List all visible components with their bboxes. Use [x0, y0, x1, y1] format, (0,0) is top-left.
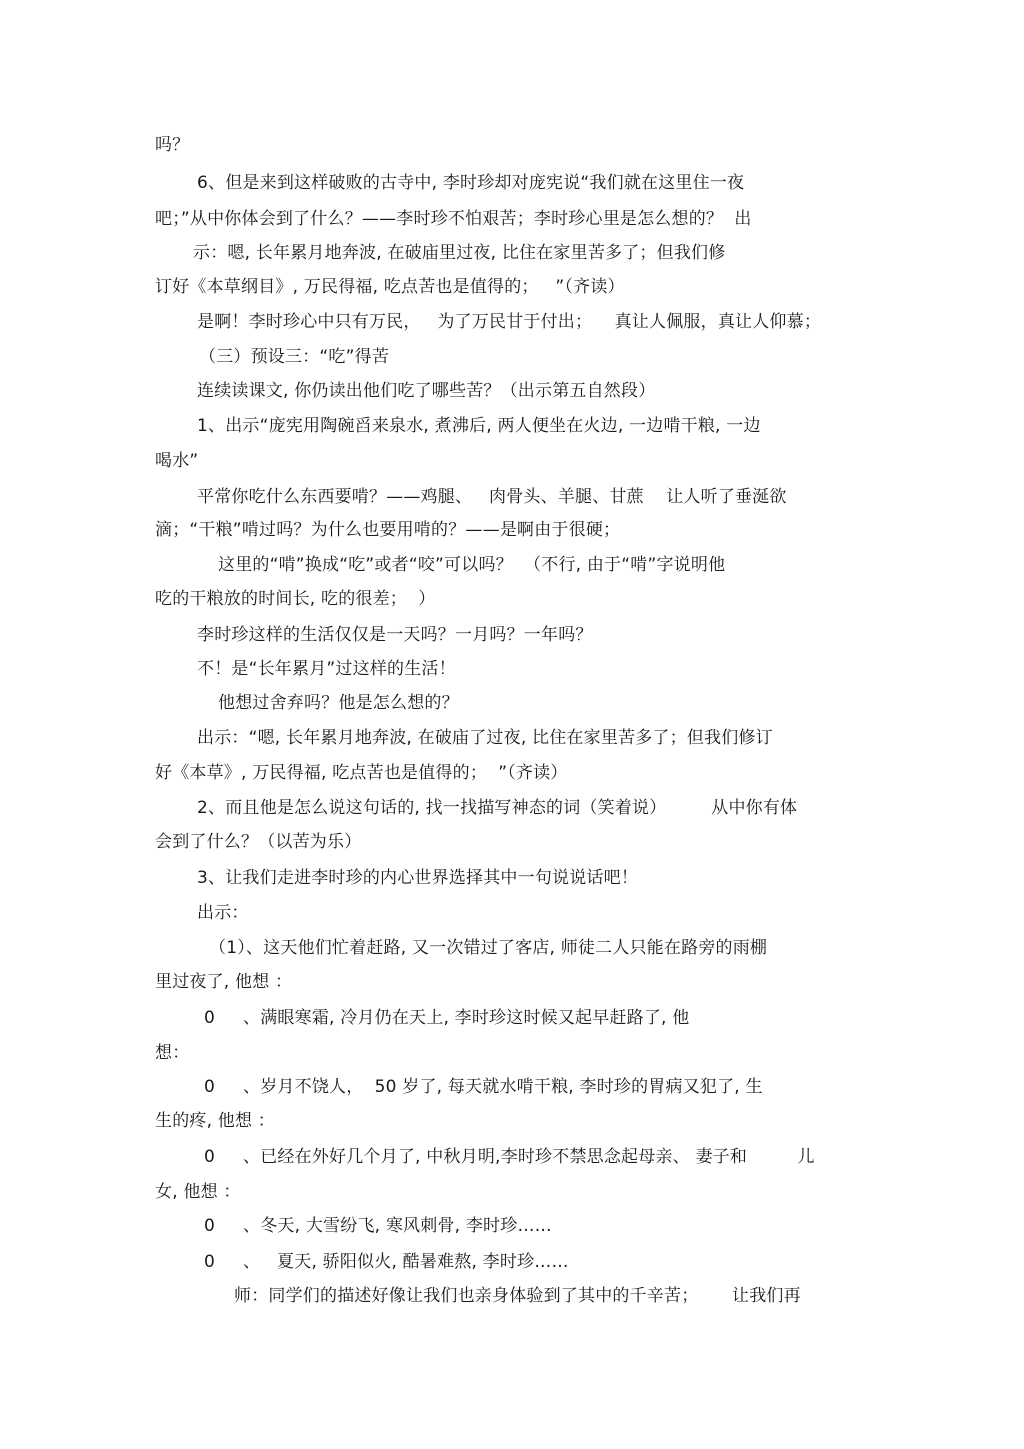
- text-line: 生的疼, 他想 ：: [155, 1111, 276, 1131]
- text-line: 里过夜了, 他想 ：: [155, 972, 293, 992]
- text-line: 师：同学们的描述好像让我们也亲身体验到了其中的千辛苦； 让我们再: [234, 1286, 801, 1306]
- text-line: 0 、冬天, 大雪纷飞, 寒风刺骨, 李时珍……: [204, 1216, 552, 1236]
- text-line: 会到了什么？（以苦为乐）: [155, 832, 362, 852]
- text-line: 女, 他想 ：: [155, 1182, 241, 1202]
- text-line: 2、而且他是怎么说这句话的, 找一找描写神态的词（笑着说） 从中你有体: [197, 798, 798, 818]
- text-line: 0 、岁月不饶人， 50 岁了, 每天就水啃干粮, 李时珍的胃病又犯了, 生: [204, 1077, 763, 1097]
- text-line: 订好《本草纲目》, 万民得福, 吃点苦也是值得的； ”（齐读）: [155, 277, 625, 297]
- text-line: 喝水”: [155, 451, 199, 471]
- text-line: （1）、这天他们忙着赶路, 又一次错过了客店, 师徒二人只能在路旁的雨棚: [209, 938, 768, 958]
- text-line: 1、出示“庞宪用陶碗舀来泉水, 煮沸后, 两人便坐在火边, 一边啃干粮, 一边: [197, 416, 761, 436]
- text-line: 0 、已经在外好几个月了, 中秋月明,李时珍不禁思念起母亲、 妻子和 儿: [204, 1147, 815, 1167]
- text-line: 好《本草》, 万民得福, 吃点苦也是值得的； ”（齐读）: [155, 763, 568, 783]
- text-line: 示：嗯, 长年累月地奔波, 在破庙里过夜, 比住在家里苦多了；但我们修: [193, 243, 726, 263]
- text-line: （三）预设三：“吃”得苦: [199, 347, 390, 367]
- text-line: 0 、 夏天, 骄阳似火, 酷暑难熬, 李时珍……: [204, 1252, 569, 1272]
- text-line: 吗？: [155, 135, 190, 155]
- text-line: 出示：: [197, 903, 249, 923]
- text-line: 不！是“长年累月”过这样的生活！: [197, 659, 456, 679]
- text-line: 吧；”从中你体会到了什么？——李时珍不怕艰苦；李时珍心里是怎么想的？ 出: [155, 209, 752, 229]
- text-line: 0 、满眼寒霜, 冷月仍在天上, 李时珍这时候又起早赶路了, 他: [204, 1008, 690, 1028]
- text-line: 他想过舍弃吗？他是怎么想的？: [218, 693, 459, 713]
- text-line: 是啊！李时珍心中只有万民， 为了万民甘于付出； 真让人佩服，真让人仰慕；: [197, 312, 822, 332]
- text-line: 连续读课文, 你仍读出他们吃了哪些苦？（出示第五自然段）: [197, 381, 656, 401]
- text-line: 这里的“啃”换成“吃”或者“咬”可以吗？ （不行, 由于“啃”字说明他: [218, 555, 726, 575]
- text-line: 李时珍这样的生活仅仅是一天吗？一月吗？一年吗？: [197, 625, 593, 645]
- text-line: 6、但是来到这样破败的古寺中, 李时珍却对庞宪说“我们就在这里住一夜: [197, 173, 745, 193]
- text-line: 3、让我们走进李时珍的内心世界选择其中一句说说话吧！: [197, 868, 639, 888]
- text-line: 滴；“干粮”啃过吗？为什么也要用啃的？——是啊由于很硬；: [155, 520, 621, 540]
- text-line: 想：: [155, 1043, 190, 1063]
- text-line: 吃的干粮放的时间长, 吃的很差； ）: [155, 589, 436, 609]
- text-line: 平常你吃什么东西要啃？——鸡腿、 肉骨头、羊腿、甘蔗 让人听了垂涎欲: [197, 487, 787, 507]
- text-line: 出示：“嗯, 长年累月地奔波, 在破庙了过夜, 比住在家里苦多了；但我们修订: [197, 728, 773, 748]
